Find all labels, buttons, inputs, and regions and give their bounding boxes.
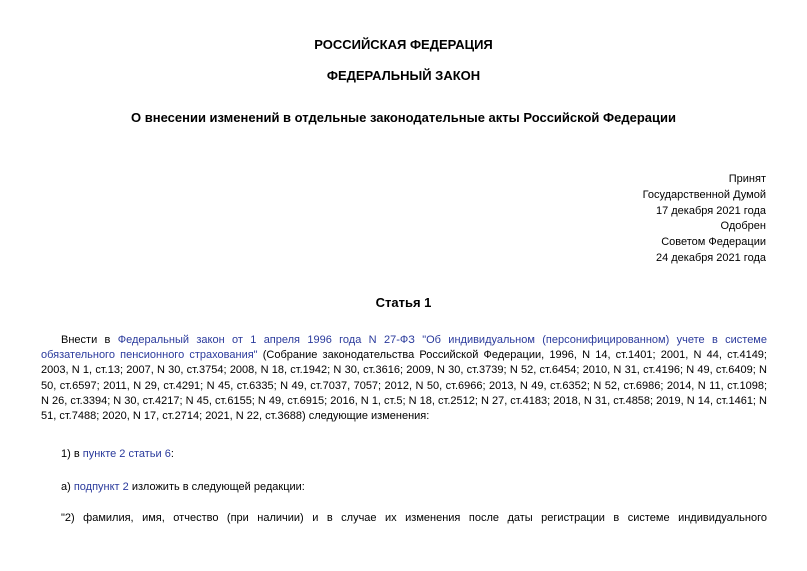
paragraph-text: Внести в bbox=[61, 334, 118, 346]
approval-line: Одобрен bbox=[720, 220, 766, 233]
subitem-link[interactable]: подпункт 2 bbox=[73, 481, 129, 493]
country-heading: РОССИЙСКАЯ ФЕДЕРАЦИЯ bbox=[314, 37, 493, 52]
paragraph-text: (Собрание законодательства Российской Федерации, 1996, N 14, ст.1401; 2001, N 44, ст.4149; 2003, N 1, ст.13; 2007, N 30, ст.3754; 2008, N 18, ст.1942; N 30, ст.3616; 2009, N 30, ст.3739; N 52, ст.6454; 2010, N 31, ст.4196; N 49, ст.6409; N 50, ст.6597; 2011, N 29, ст.4291; N 45, ст.6335; N 49, ст.7037, 7057; 2012, N 50, ст.6966; 2013, N 49, ст.6352; N 52, ст.6986; 2014, N 11, ст.1098; N 26, ст.3394; N 30, ст.4217; N 45, ст.6155; N 49, ст.6915; 2016, N 1, ст.5; N 18, ст.2512; N 27, ст.4183; 2018, N 31, ст.4858; 2019, N 14, ст.1461; N 51, ст.7488; 2020, N 17, ст.2714; 2021, N 22, ст.3688) следующие изменения: bbox=[41, 349, 767, 423]
article-heading: Статья 1 bbox=[375, 295, 432, 310]
article-paragraph bbox=[41, 333, 767, 424]
approval-date: 24 декабря 2021 года bbox=[655, 251, 766, 264]
article-subitem bbox=[61, 480, 767, 495]
article-item bbox=[61, 447, 767, 462]
adoption-line: Государственной Думой bbox=[642, 188, 766, 201]
doc-type-heading: ФЕДЕРАЛЬНЫЙ ЗАКОН bbox=[326, 68, 481, 83]
adoption-line: Принят bbox=[728, 173, 766, 185]
quoted-text: "2) фамилия, имя, отчество (при наличии) и в случае их изменения после даты регистрации в системе индивидуального bbox=[61, 512, 767, 524]
approval-line: Советом Федерации bbox=[661, 236, 766, 249]
article-6-link[interactable]: пункте 2 статьи 6 bbox=[82, 448, 171, 460]
adoption-date: 17 декабря 2021 года bbox=[655, 204, 766, 217]
law-link[interactable]: Федеральный закон от 1 апреля 1996 года N 27-ФЗ "Об индивидуальном (персонифицированном) учете в системе обязательного пенсионного страхования" bbox=[41, 334, 767, 362]
document-title: О внесении изменений в отдельные законодательные акты Российской Федерации bbox=[131, 110, 676, 125]
item-text: 1) в bbox=[61, 448, 83, 460]
subitem-text: изложить в следующей редакции: bbox=[128, 481, 305, 493]
item-text: : bbox=[170, 448, 174, 460]
subitem-text: а) bbox=[61, 481, 74, 493]
adoption-block bbox=[643, 172, 766, 267]
